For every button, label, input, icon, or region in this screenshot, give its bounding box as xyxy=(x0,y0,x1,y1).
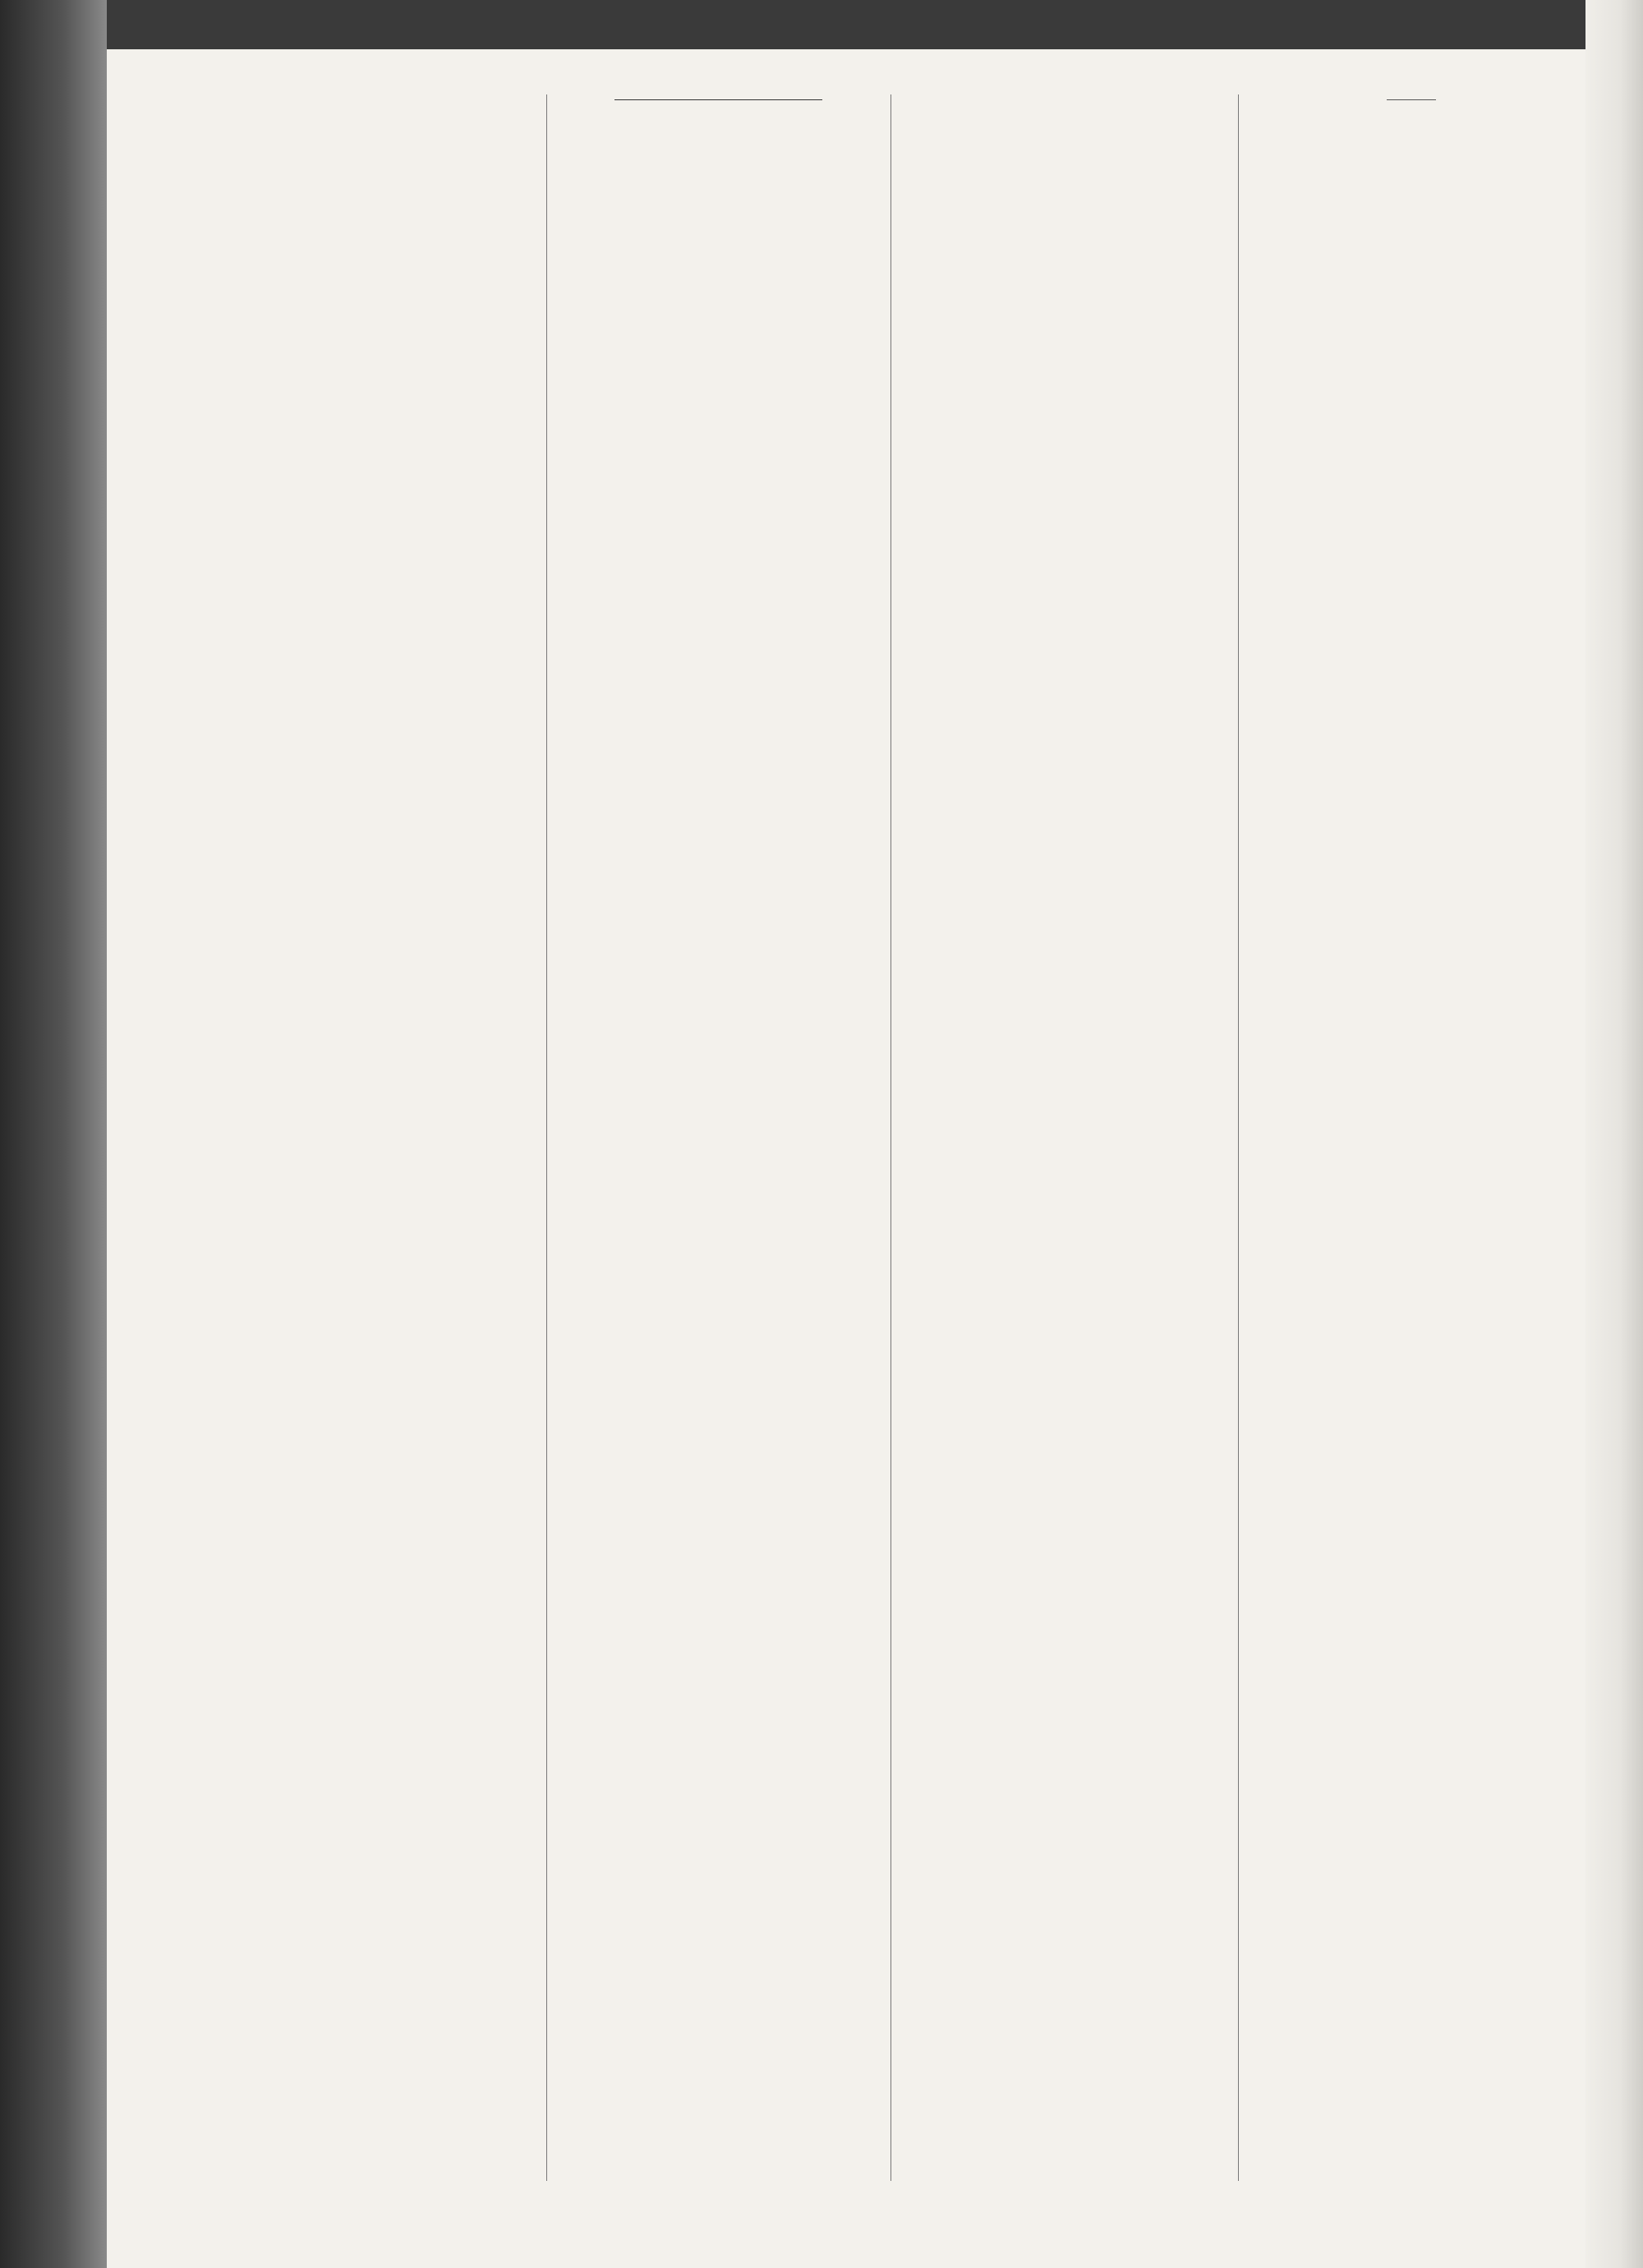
article-divider xyxy=(614,99,822,100)
newspaper-columns xyxy=(205,94,1577,2181)
next-page-edge xyxy=(1585,0,1643,2268)
column-2 xyxy=(557,94,880,2181)
book-binding-shadow xyxy=(0,0,107,2268)
column-3 xyxy=(901,94,1228,2181)
column-1 xyxy=(214,94,532,2181)
column-4 xyxy=(1249,94,1573,2181)
article-divider xyxy=(1387,99,1436,100)
column-rule xyxy=(546,94,547,2181)
column-rule xyxy=(1238,94,1239,2181)
